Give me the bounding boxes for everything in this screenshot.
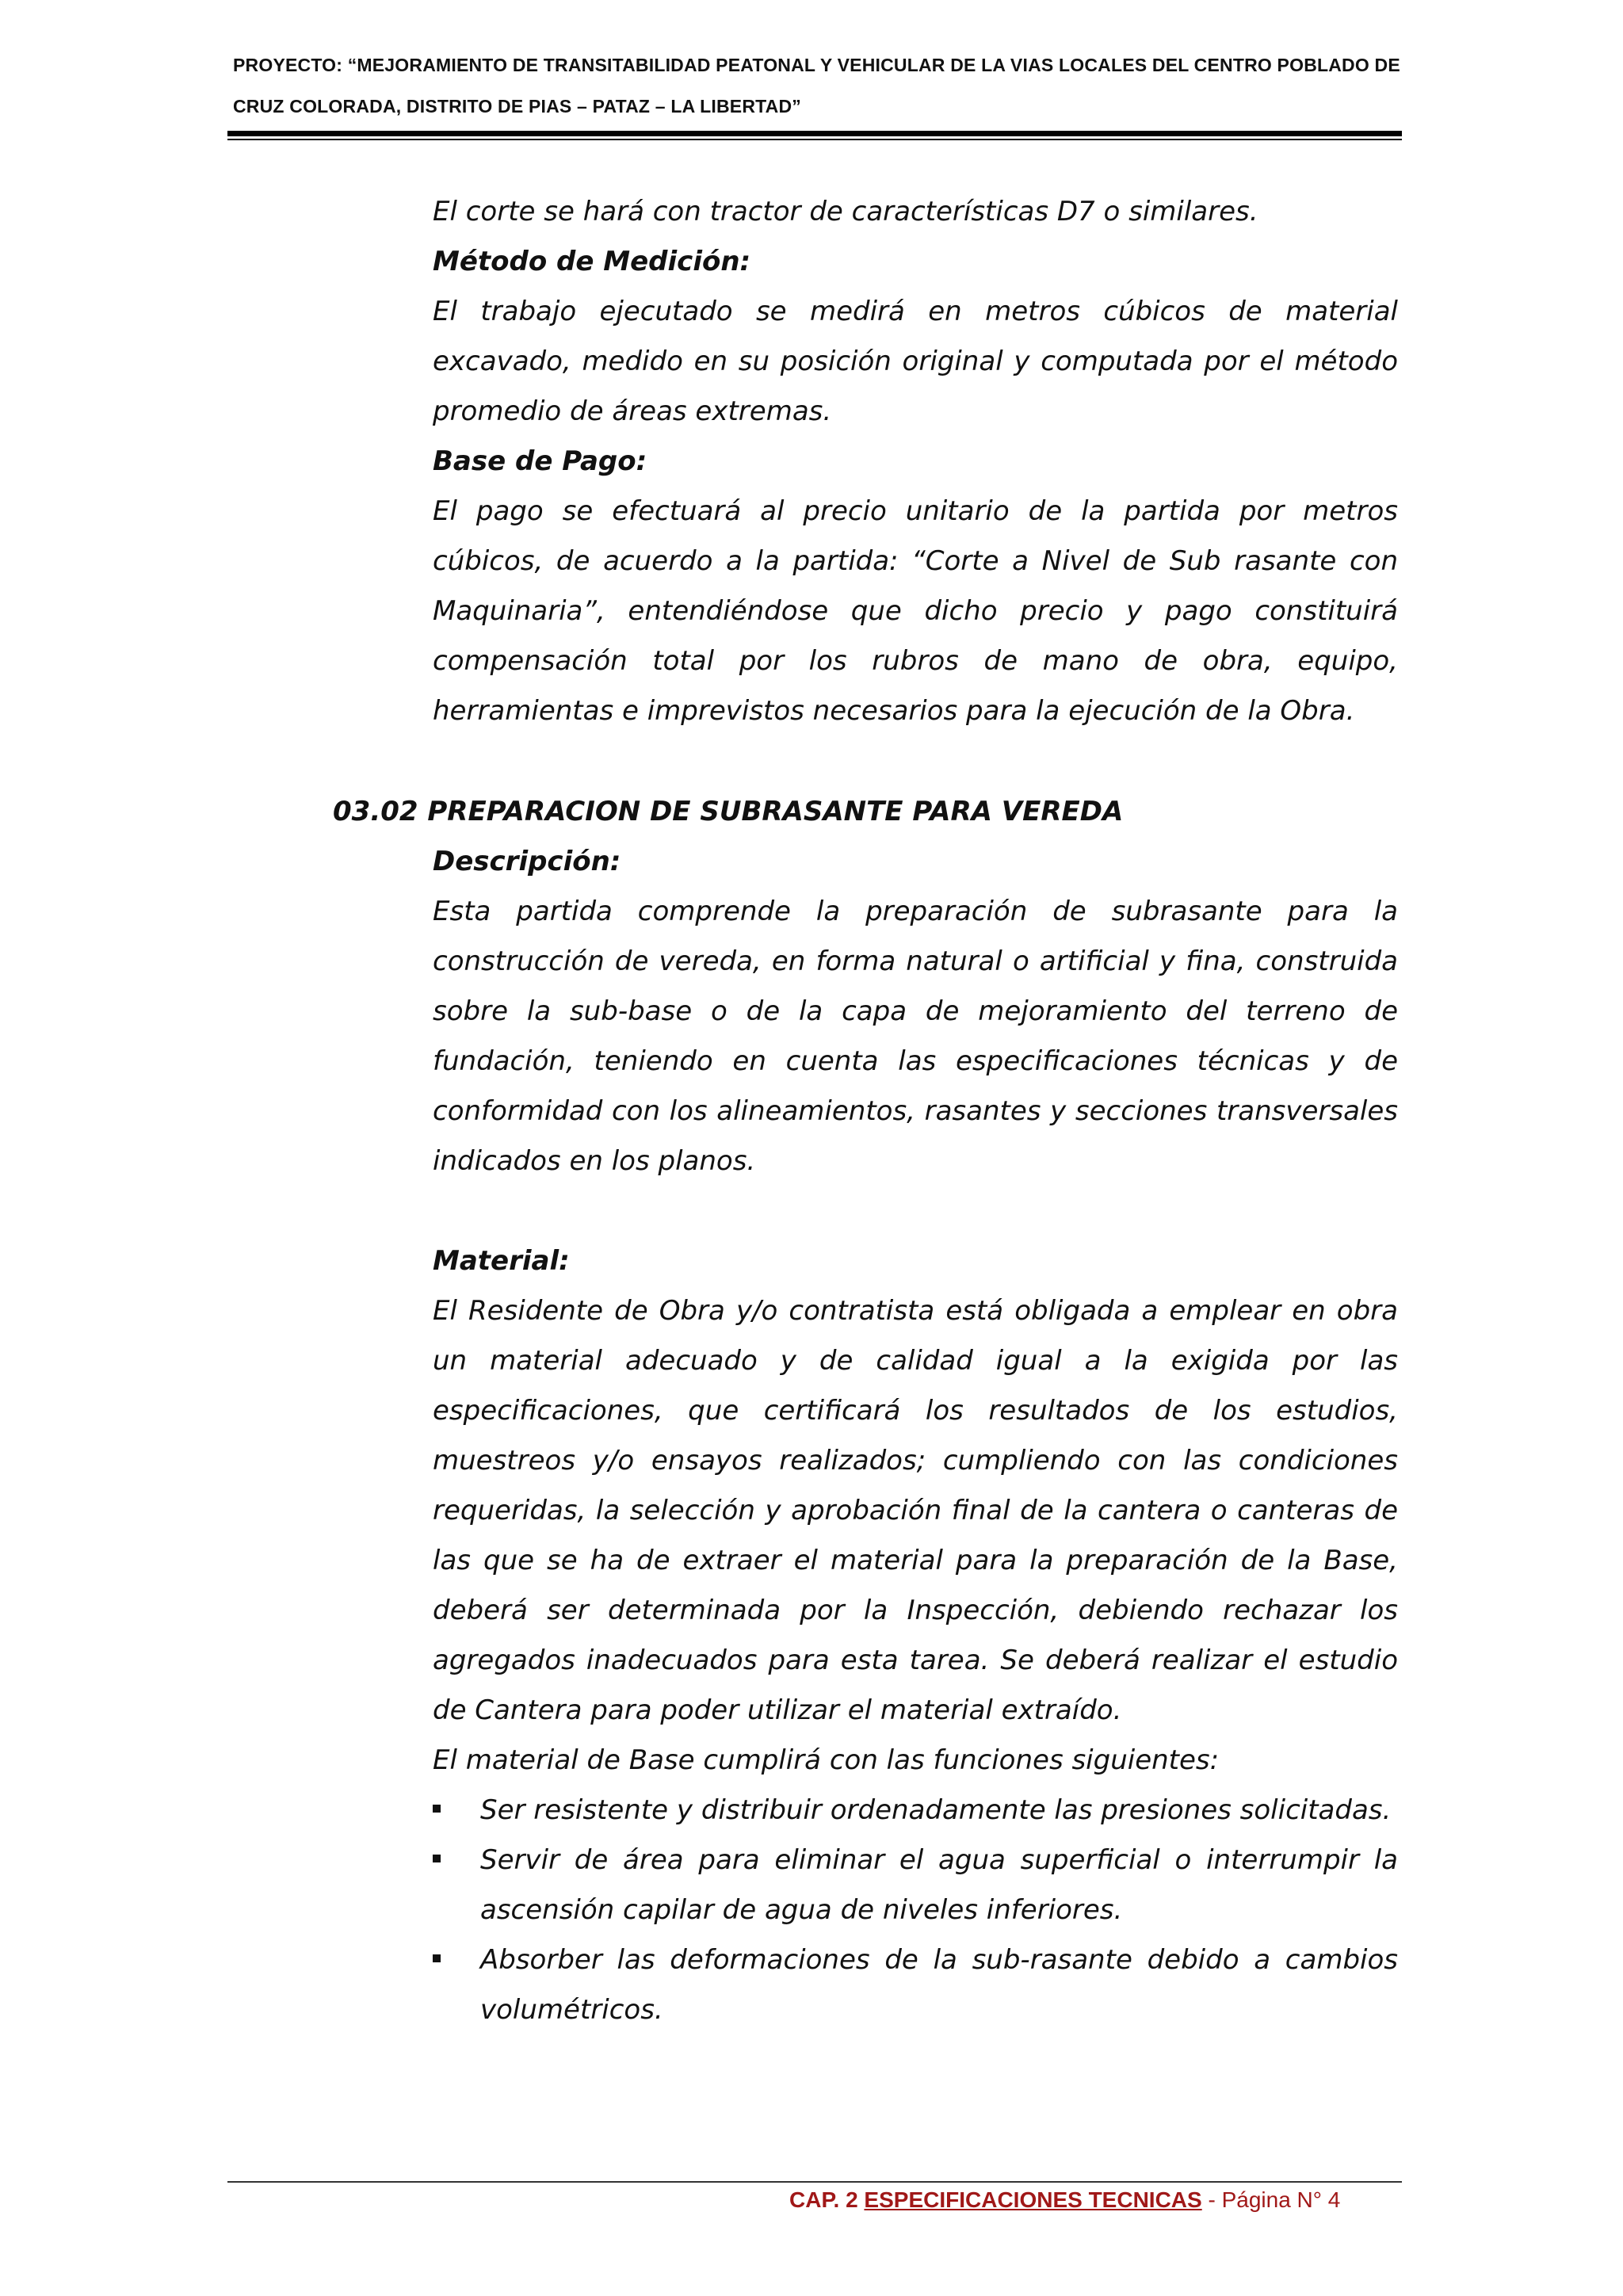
page-footer (789, 2184, 1344, 2216)
square-bullet-icon (433, 1855, 441, 1862)
medicion-paragraph: El trabajo ejecutado se medirá en metros cúbicos de material excavado, medido en su posición original y computada por el método promedio de áreas extremas. (433, 296, 1398, 427)
list-item (433, 1836, 1398, 1935)
intro-paragraph: El corte se hará con tractor de características D7 o similares. (433, 196, 1258, 227)
footer-chapter: CAP. 2 (789, 2187, 865, 2212)
project-title-line1: PROYECTO: “MEJORAMIENTO DE TRANSITABILIDAD PEATONAL Y VEHICULAR DE LA VIAS LOCALES DEL CENTRO POBLADO DE (233, 55, 1400, 75)
list-item-text: Ser resistente y distribuir ordenadamente las presiones solicitadas. (480, 1794, 1392, 1826)
descripcion-paragraph: Esta partida comprende la preparación de subrasante para la construcción de vereda, en forma natural o artificial y fina, construida sobre la sub-base o de la capa de mejoramiento del terreno de fundación, teniendo en cuenta las especificaciones técnicas y de conformidad con los alineamientos, rasantes y secciones transversales indicados en los planos. (433, 896, 1398, 1177)
part1-body (433, 187, 1398, 736)
list-item (433, 1935, 1398, 2035)
header-divider-thick (227, 131, 1402, 136)
material-paragraph: El Residente de Obra y/o contratista está obligada a emplear en obra un material adecuado y de calidad igual a la exigida por las especificaciones, que certificará los resultados de los estudios, muestreos y/o ensayos realizados; cumpliendo con las condiciones requeridas, la selección y aprobación final de la cantera o canteras de las que se ha de extraer el material para la preparación de la Base, deberá ser determinada por la Inspección, debiendo rechazar los agregados inadecuados para esta tarea. Se deberá realizar el estudio de Cantera para poder utilizar el material extraído. (433, 1295, 1398, 1726)
functions-list (433, 1786, 1398, 2035)
footer-page-number: - Página N° 4 (1201, 2187, 1341, 2212)
list-item (433, 1786, 1398, 1836)
medicion-heading: Método de Medición: (433, 246, 751, 277)
list-item-text: Servir de área para eliminar el agua superficial o interrumpir la ascensión capilar de agua de niveles inferiores. (480, 1844, 1398, 1926)
section-title: 03.02 PREPARACION DE SUBRASANTE PARA VEREDA (333, 796, 1124, 827)
footer-divider (227, 2181, 1402, 2183)
project-title-line2: CRUZ COLORADA, DISTRITO DE PIAS – PATAZ – LA LIBERTAD” (233, 96, 801, 117)
pago-heading: Base de Pago: (433, 445, 647, 477)
paragraph-spacer (433, 1186, 1398, 1236)
list-item-text: Absorber las deformaciones de la sub-rasante debido a cambios volumétricos. (480, 1944, 1398, 2026)
square-bullet-icon (433, 1954, 441, 1962)
footer-chapter-link[interactable]: ESPECIFICACIONES TECNICAS (864, 2187, 1202, 2212)
header-divider-thin (227, 139, 1402, 140)
base-intro: El material de Base cumplirá con las funciones siguientes: (433, 1744, 1220, 1776)
square-bullet-icon (433, 1805, 441, 1813)
descripcion-heading: Descripción: (433, 846, 621, 877)
pago-paragraph: El pago se efectuará al precio unitario de la partida por metros cúbicos, de acuerdo a la partida: “Corte a Nivel de Sub rasante con Maquinaria”, entendiéndose que dicho precio y pago constituirá compensación total por los rubros de mano de obra, equipo, herramientas e imprevistos necesarios para la ejecución de la Obra. (433, 495, 1398, 727)
material-heading: Material: (433, 1245, 570, 1277)
section-body (433, 837, 1398, 2035)
